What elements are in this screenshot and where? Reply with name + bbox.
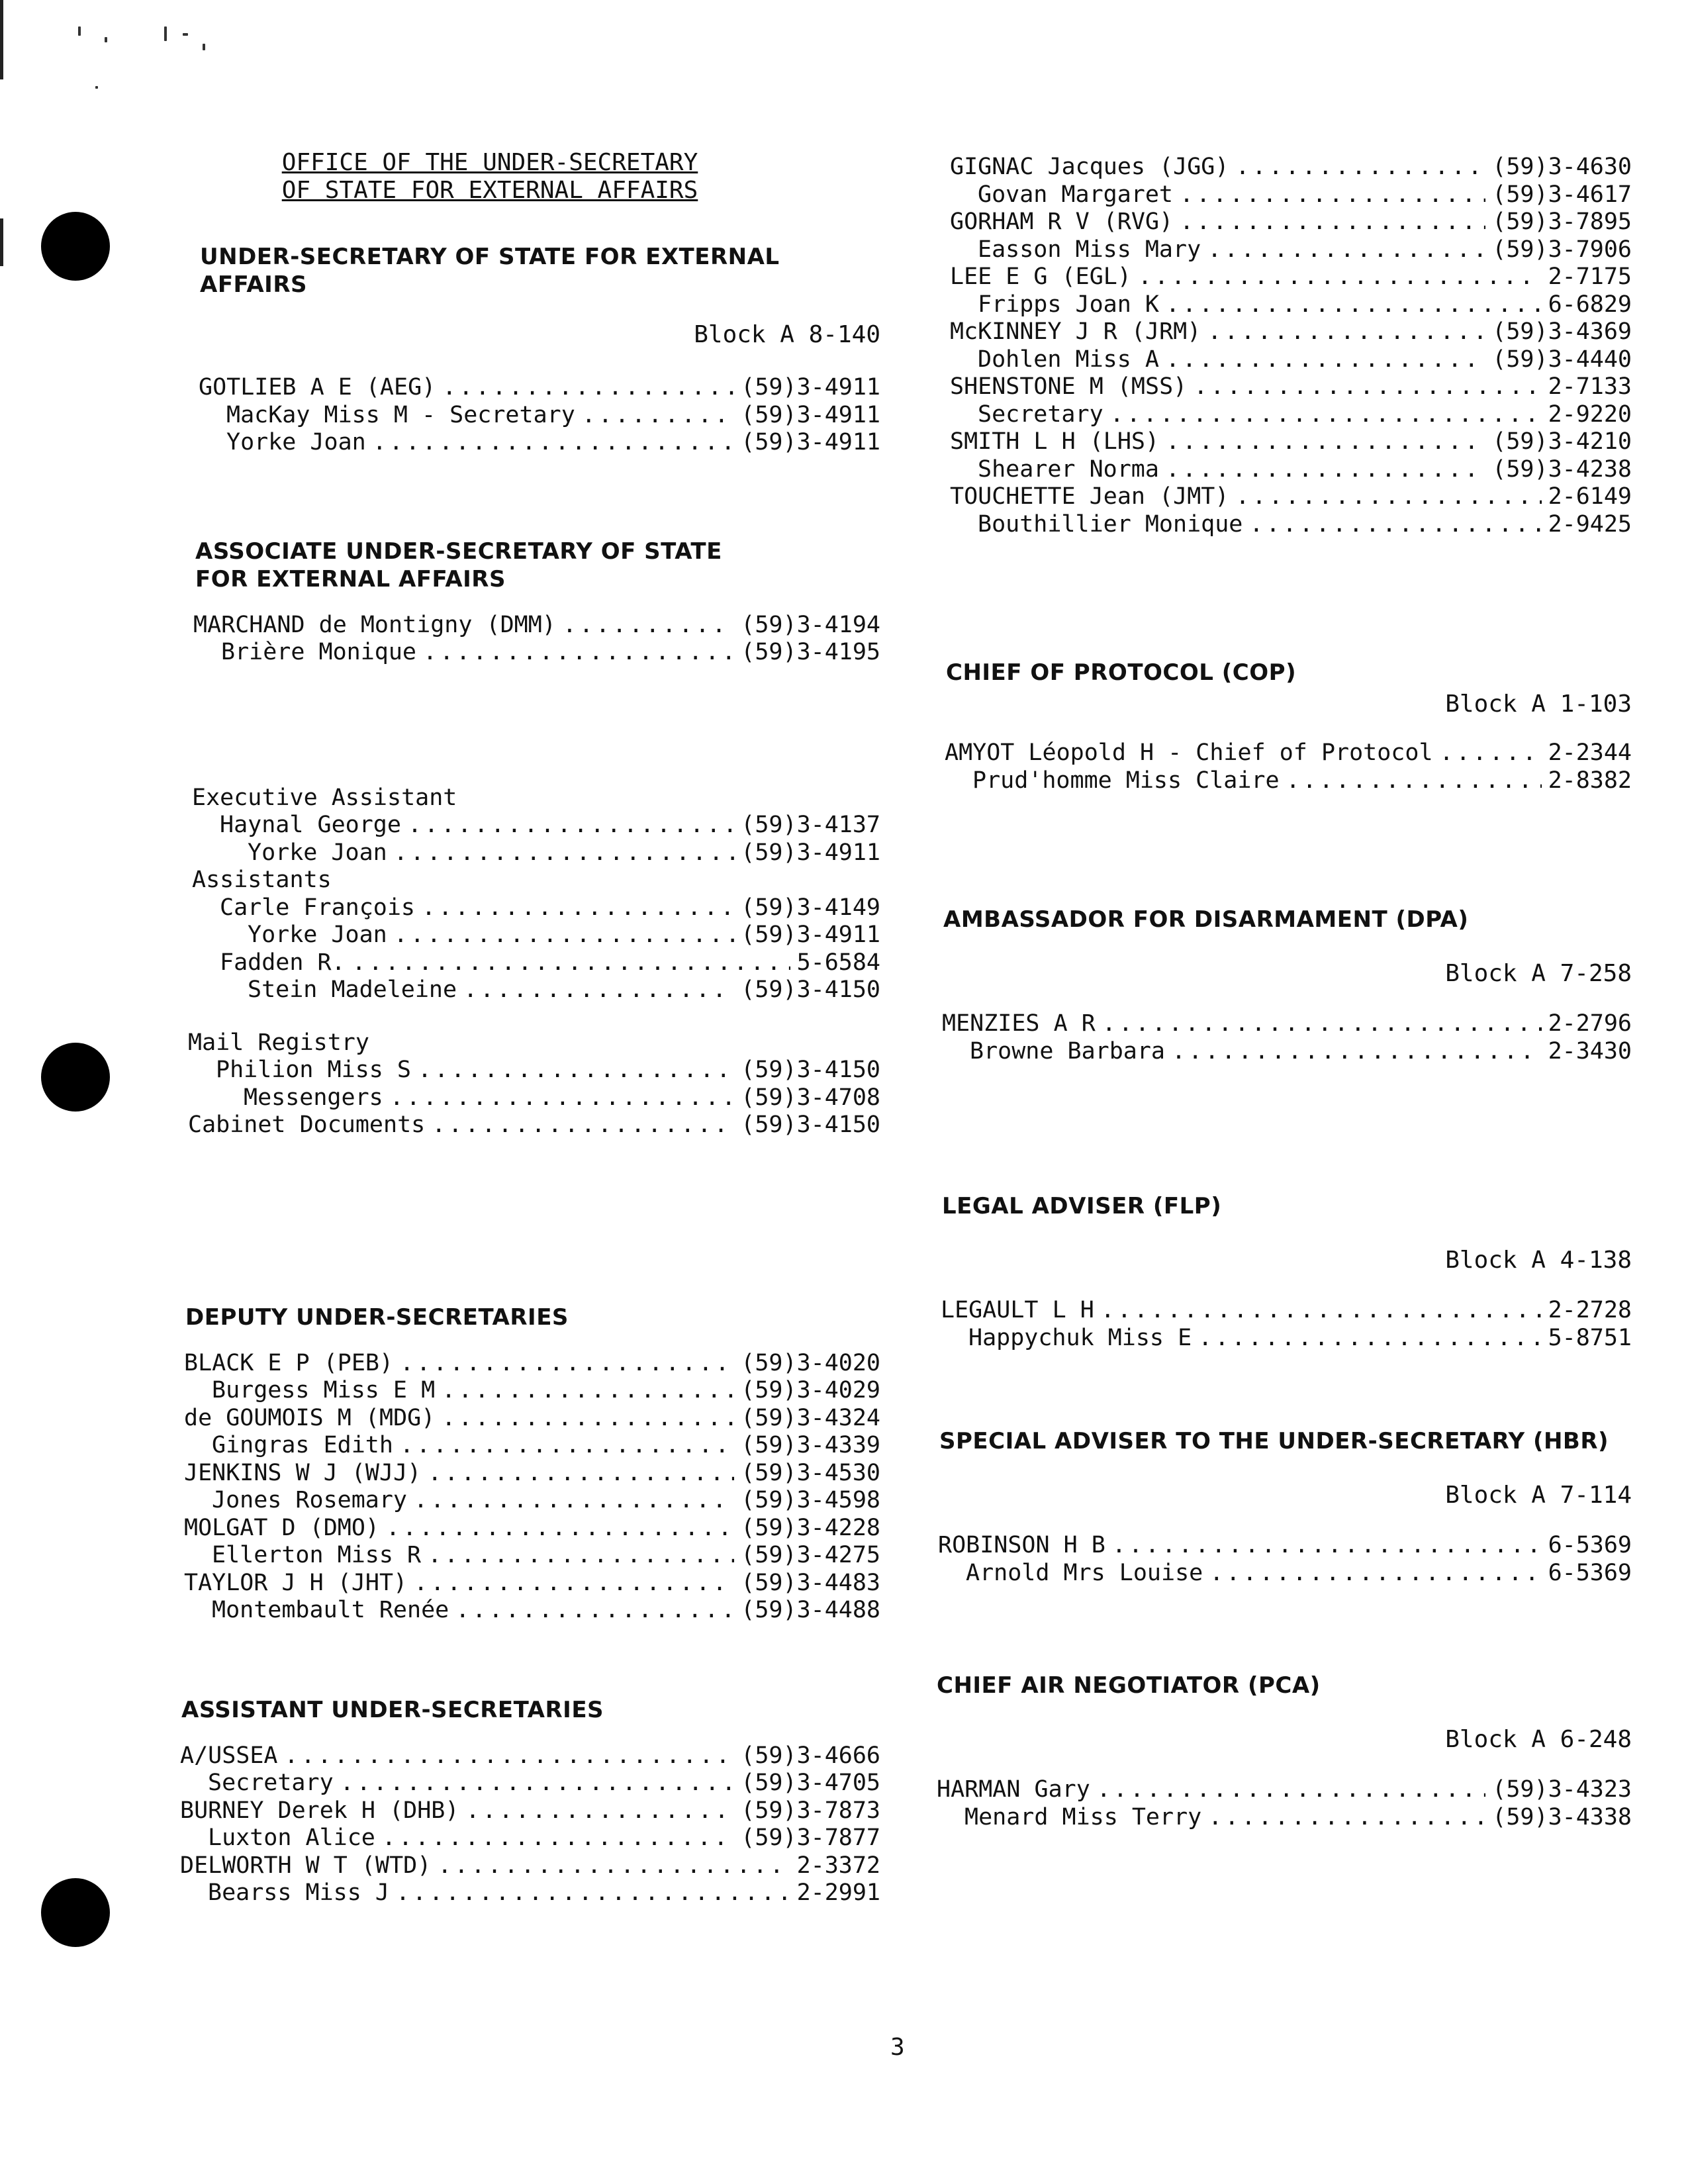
leader-dots	[432, 1112, 734, 1139]
entry-phone: (59)3-4029	[741, 1377, 880, 1403]
entry-name: Yorke Joan	[226, 429, 366, 455]
leader-dots	[408, 812, 734, 839]
entry-name: BURNEY Derek H (DHB)	[180, 1797, 459, 1824]
block-location: Block A 1-103	[1445, 690, 1632, 718]
office-title	[258, 149, 722, 205]
leader-dots	[394, 839, 735, 867]
directory-entry	[193, 639, 880, 667]
entry-phone: (59)3-4150	[741, 1112, 880, 1138]
leader-dots	[463, 976, 734, 1004]
leader-dots	[455, 1597, 734, 1625]
entry-list	[193, 612, 880, 667]
entry-name: Happychuk Miss E	[968, 1324, 1192, 1351]
entry-phone: (59)3-4911	[741, 374, 880, 401]
leader-dots	[285, 1742, 735, 1770]
entry-phone: (59)3-4149	[741, 894, 880, 921]
directory-entry	[192, 976, 880, 1004]
section-heading: SPECIAL ADVISER TO THE UNDER-SECRETARY (HBR)	[939, 1428, 1609, 1454]
entry-name: DELWORTH W T (WTD)	[180, 1852, 432, 1879]
section-heading: CHIEF AIR NEGOTIATOR (PCA)	[937, 1672, 1321, 1699]
entry-name: Haynal George	[220, 812, 401, 838]
directory-entry	[180, 1742, 880, 1770]
directory-entry	[180, 1825, 880, 1852]
entry-name: Browne Barbara	[970, 1037, 1166, 1065]
entry-phone: (59)3-4617	[1492, 181, 1632, 208]
entry-name: Fripps Joan K	[978, 291, 1159, 318]
leader-dots	[1112, 1532, 1542, 1560]
entry-phone: 2-9220	[1548, 401, 1632, 428]
office-title-line: OFFICE OF THE UNDER-SECRETARY	[281, 149, 698, 176]
entry-phone: (59)3-7873	[741, 1797, 880, 1824]
scan-edge-line	[0, 0, 3, 79]
entry-name: de GOUMOIS M (MDG)	[184, 1404, 436, 1431]
section-heading: AMBASSADOR FOR DISARMAMENT (DPA)	[943, 906, 1469, 933]
directory-entry	[945, 739, 1632, 767]
entry-name: GIGNAC Jacques (JGG)	[950, 154, 1229, 180]
leader-dots	[428, 1542, 734, 1570]
leader-dots	[386, 1515, 734, 1543]
entry-name: Arnold Mrs Louise	[966, 1559, 1203, 1586]
entry-name: SHENSTONE M (MSS)	[950, 373, 1188, 400]
leader-dots	[1166, 291, 1542, 319]
punch-hole	[41, 212, 110, 281]
entry-list	[199, 374, 880, 457]
leader-dots	[1166, 346, 1485, 374]
entry-phone: (59)3-4911	[741, 401, 880, 428]
leader-dots	[1440, 739, 1542, 767]
entry-phone: 5-8751	[1548, 1324, 1632, 1351]
directory-entry	[184, 1487, 880, 1515]
heading-line: ASSOCIATE UNDER-SECRETARY OF STATE	[195, 538, 722, 565]
entry-phone: (59)3-4324	[741, 1404, 880, 1431]
entry-name: TAYLOR J H (JHT)	[184, 1569, 408, 1596]
leader-dots	[390, 1084, 735, 1112]
entry-phone: (59)3-4440	[1492, 346, 1632, 373]
entry-phone: (59)3-7895	[1492, 209, 1632, 235]
entry-name: TOUCHETTE Jean (JMT)	[950, 483, 1229, 510]
entry-name: A/USSEA	[180, 1742, 278, 1769]
entry-phone: 2-3430	[1548, 1037, 1632, 1065]
entry-name: McKINNEY J R (JRM)	[950, 318, 1201, 345]
entry-name: Montembault Renée	[212, 1597, 449, 1623]
entry-name: Prud'homme Miss Claire	[972, 767, 1280, 794]
entry-name: Bouthillier Monique	[978, 510, 1243, 538]
entry-phone: 2-6149	[1548, 483, 1632, 510]
directory-entry	[184, 1597, 880, 1625]
directory-entry	[950, 346, 1632, 374]
block-location: Block A 8-140	[694, 321, 880, 348]
entry-phone: (59)3-4369	[1492, 318, 1632, 345]
entry-phone: 2-3372	[796, 1852, 880, 1879]
entry-phone: (59)3-4598	[741, 1487, 880, 1513]
entry-phone: 6-5369	[1548, 1559, 1632, 1586]
entry-name: Luxton Alice	[208, 1825, 375, 1851]
leader-dots	[340, 1770, 735, 1797]
entry-name: JENKINS W J (WJJ)	[184, 1459, 422, 1486]
entry-name: GORHAM R V (RVG)	[950, 209, 1174, 235]
entry-phone: (59)3-4708	[741, 1084, 880, 1111]
entry-name: Yorke Joan	[248, 922, 387, 948]
directory-entry	[188, 1112, 880, 1139]
block-location: Block A 4-138	[1445, 1247, 1632, 1274]
entry-list	[192, 784, 880, 1004]
directory-entry	[192, 894, 880, 922]
directory-entry	[180, 1770, 880, 1797]
directory-entry	[180, 1797, 880, 1825]
scan-speck	[164, 26, 167, 41]
entry-phone: (59)3-4150	[741, 976, 880, 1003]
leader-dots	[418, 1057, 734, 1084]
block-location: Block A 6-248	[1445, 1726, 1632, 1753]
entry-name: MacKay Miss M - Secretary	[226, 401, 575, 428]
directory-entry	[188, 1057, 880, 1084]
directory-entry	[941, 1325, 1632, 1353]
directory-entry	[192, 812, 880, 839]
entry-name: Secretary	[978, 401, 1103, 428]
group-label: Assistants	[192, 867, 332, 893]
entry-name: MOLGAT D (DMO)	[184, 1514, 380, 1541]
leader-dots	[442, 374, 734, 402]
leader-dots	[1194, 373, 1541, 401]
entry-name: Philion Miss S	[216, 1057, 412, 1083]
leader-dots	[1101, 1297, 1542, 1325]
directory-entry	[193, 612, 880, 640]
entry-name: Brière Monique	[221, 639, 417, 665]
entry-name: MENZIES A R	[942, 1010, 1096, 1037]
leader-dots	[1166, 428, 1485, 456]
entry-phone: 6-6829	[1548, 291, 1632, 318]
entry-phone: (59)3-4911	[741, 839, 880, 866]
section-heading: ASSISTANT UNDER-SECRETARIES	[181, 1696, 604, 1723]
entry-phone: 2-8382	[1548, 767, 1632, 794]
directory-entry	[184, 1570, 880, 1597]
entry-name: ROBINSON H B	[938, 1532, 1105, 1558]
entry-list	[942, 1010, 1632, 1065]
entry-phone: (59)3-4911	[741, 922, 880, 948]
leader-dots	[1110, 401, 1542, 429]
directory-entry	[938, 1560, 1632, 1588]
entry-list	[180, 1742, 880, 1907]
directory-entry	[184, 1350, 880, 1378]
entry-phone: (59)3-4137	[741, 812, 880, 838]
directory-entry	[192, 839, 880, 867]
entry-phone: (59)3-4488	[741, 1597, 880, 1623]
entry-name: Cabinet Documents	[188, 1112, 426, 1138]
directory-entry	[945, 767, 1632, 795]
entry-phone: (59)3-4020	[741, 1349, 880, 1376]
leader-dots	[414, 1570, 734, 1597]
directory-entry	[950, 291, 1632, 319]
entry-phone: (59)3-4339	[741, 1432, 880, 1458]
entry-list	[188, 1029, 880, 1139]
leader-dots	[465, 1797, 734, 1825]
directory-entry	[950, 263, 1632, 291]
entry-phone: (59)3-4705	[741, 1770, 880, 1796]
directory-entry	[938, 1532, 1632, 1560]
directory-entry	[950, 428, 1632, 456]
entry-list	[941, 1297, 1632, 1352]
directory-entry	[184, 1405, 880, 1433]
leader-dots	[1102, 1010, 1542, 1038]
entry-phone: (59)3-4323	[1492, 1776, 1632, 1803]
entry-phone: 2-2344	[1548, 739, 1632, 766]
directory-entry	[942, 1010, 1632, 1038]
leader-dots	[438, 1852, 790, 1880]
leader-dots	[414, 1487, 734, 1515]
entry-name: Govan Margaret	[978, 181, 1174, 208]
entry-name: LEGAULT L H	[941, 1297, 1094, 1323]
leader-dots	[1235, 483, 1541, 511]
entry-phone: 6-5369	[1548, 1532, 1632, 1558]
directory-entry	[950, 511, 1632, 539]
entry-name: MARCHAND de Montigny (DMM)	[193, 611, 556, 638]
group-label: Executive Assistant	[192, 784, 457, 811]
entry-phone: (59)3-7877	[741, 1825, 880, 1851]
directory-entry	[941, 1297, 1632, 1325]
left-column	[179, 149, 880, 1907]
entry-name: GOTLIEB A E (AEG)	[199, 374, 436, 401]
section-heading: LEGAL ADVISER (FLP)	[942, 1193, 1222, 1219]
group-label: Mail Registry	[188, 1029, 369, 1056]
leader-dots	[1180, 181, 1485, 209]
entry-name: Stein Madeleine	[248, 976, 457, 1003]
leader-dots	[1208, 1804, 1485, 1832]
entry-phone: (59)3-4483	[741, 1569, 880, 1596]
block-location: Block A 7-258	[1445, 960, 1632, 987]
directory-entry	[180, 1852, 880, 1880]
leader-dots	[1249, 511, 1541, 539]
entry-phone: 2-2728	[1548, 1297, 1632, 1323]
leader-dots	[442, 1405, 734, 1433]
directory-entry	[180, 1879, 880, 1907]
entry-name: Carle François	[220, 894, 416, 921]
heading-line: FOR EXTERNAL AFFAIRS	[195, 565, 506, 593]
directory-entry	[184, 1460, 880, 1488]
scan-speck	[78, 26, 81, 36]
entry-phone: (59)3-4666	[741, 1742, 880, 1769]
leader-dots	[423, 639, 734, 667]
leader-dots	[1166, 456, 1485, 484]
entry-phone: (59)3-4210	[1492, 428, 1632, 455]
entry-name: Dohlen Miss A	[978, 346, 1159, 373]
leader-dots	[442, 1377, 734, 1405]
punch-hole	[41, 1043, 110, 1112]
directory-entry	[950, 318, 1632, 346]
directory-entry	[184, 1377, 880, 1405]
entry-list	[937, 1776, 1632, 1831]
leader-dots	[1286, 767, 1542, 795]
punch-hole	[41, 1878, 110, 1947]
leader-dots	[373, 429, 735, 457]
leader-dots	[563, 612, 734, 640]
entry-name: Burgess Miss E M	[212, 1377, 436, 1403]
entry-list	[184, 1350, 880, 1625]
leader-dots	[1198, 1325, 1541, 1353]
entry-name: Ellerton Miss R	[212, 1542, 422, 1568]
entry-phone: 2-9425	[1548, 510, 1632, 538]
entry-phone: 2-7175	[1548, 263, 1632, 290]
entry-phone: 5-6584	[796, 949, 880, 976]
directory-entry	[937, 1804, 1632, 1832]
directory-entry	[199, 402, 880, 430]
section-heading: UNDER-SECRETARY OF STATE FOR EXTERNAL AFFAIRS	[200, 244, 780, 298]
entry-name: Secretary	[208, 1770, 334, 1796]
leader-dots	[1180, 209, 1485, 236]
leader-dots	[396, 1879, 790, 1907]
directory-entry	[199, 374, 880, 402]
entry-name: Bearss Miss J	[208, 1879, 389, 1906]
directory-entry	[950, 456, 1632, 484]
leader-dots	[1097, 1776, 1485, 1804]
section-heading: CHIEF OF PROTOCOL (COP)	[946, 659, 1297, 686]
leader-dots	[1138, 263, 1542, 291]
leader-dots	[400, 1432, 734, 1460]
directory-entry	[950, 154, 1632, 181]
directory-entry	[184, 1515, 880, 1543]
leader-dots	[428, 1460, 734, 1488]
directory-entry	[188, 1084, 880, 1112]
directory-entry	[184, 1432, 880, 1460]
entry-name: SMITH L H (LHS)	[950, 428, 1160, 455]
right-column	[937, 154, 1632, 1831]
entry-phone: (59)3-4150	[741, 1057, 880, 1083]
directory-entry	[950, 483, 1632, 511]
leader-dots	[352, 949, 790, 977]
entry-phone: (59)3-7906	[1492, 236, 1632, 263]
directory-entry	[192, 949, 880, 977]
leader-dots	[1207, 318, 1485, 346]
block-location: Block A 7-114	[1445, 1482, 1632, 1509]
entry-phone: (59)3-4911	[741, 429, 880, 455]
directory-entry	[950, 209, 1632, 236]
directory-entry	[950, 401, 1632, 429]
leader-dots	[1235, 154, 1485, 181]
page-number: 3	[890, 2034, 905, 2061]
leader-dots	[1209, 1560, 1541, 1588]
entry-name: Gingras Edith	[212, 1432, 393, 1458]
scan-speck	[203, 44, 205, 50]
leader-dots	[394, 922, 735, 949]
leader-dots	[422, 894, 734, 922]
leader-dots	[582, 402, 734, 430]
entry-phone: (59)3-4275	[741, 1542, 880, 1568]
entry-name: Menard Miss Terry	[964, 1803, 1202, 1830]
office-title-line: OF STATE FOR EXTERNAL AFFAIRS	[281, 177, 698, 204]
section-heading: DEPUTY UNDER-SECRETARIES	[185, 1304, 569, 1331]
directory-entry	[199, 429, 880, 457]
entry-name: Yorke Joan	[248, 839, 387, 866]
entry-list	[938, 1532, 1632, 1587]
entry-name: LEE E G (EGL)	[950, 263, 1131, 290]
entry-phone: 2-2991	[796, 1879, 880, 1906]
directory-entry	[937, 1776, 1632, 1804]
directory-entry	[192, 922, 880, 949]
entry-phone: 2-7133	[1548, 373, 1632, 400]
entry-name: Jones Rosemary	[212, 1487, 408, 1513]
entry-name: Fadden R.	[220, 949, 346, 976]
scan-speck	[183, 33, 188, 36]
directory-entry	[950, 373, 1632, 401]
entry-phone: (59)3-4338	[1492, 1803, 1632, 1830]
entry-phone: (59)3-4530	[741, 1459, 880, 1486]
entry-name: BLACK E P (PEB)	[184, 1349, 394, 1376]
entry-name: AMYOT Léopold H - Chief of Protocol	[945, 739, 1433, 766]
leader-dots	[400, 1350, 734, 1378]
entry-phone: 2-2796	[1548, 1010, 1632, 1037]
entry-name: Messengers	[244, 1084, 383, 1111]
entry-phone: (59)3-4194	[741, 611, 880, 638]
scan-speck	[95, 86, 98, 89]
scan-speck	[105, 37, 107, 42]
directory-entry	[184, 1542, 880, 1570]
directory-entry	[950, 181, 1632, 209]
directory-entry	[942, 1038, 1632, 1066]
entry-phone: (59)3-4228	[741, 1514, 880, 1541]
section-heading	[195, 538, 880, 593]
leader-dots	[382, 1825, 734, 1852]
entry-phone: (59)3-4238	[1492, 455, 1632, 483]
entry-name: HARMAN Gary	[937, 1776, 1090, 1803]
leader-dots	[1172, 1038, 1542, 1066]
entry-list	[945, 739, 1632, 794]
entry-list	[950, 154, 1632, 538]
entry-name: Easson Miss Mary	[978, 236, 1201, 263]
entry-name: Shearer Norma	[978, 455, 1159, 483]
leader-dots	[1207, 236, 1485, 264]
entry-phone: (59)3-4195	[741, 639, 880, 665]
entry-phone: (59)3-4630	[1492, 154, 1632, 180]
directory-entry	[950, 236, 1632, 264]
scan-edge-line	[0, 218, 3, 266]
